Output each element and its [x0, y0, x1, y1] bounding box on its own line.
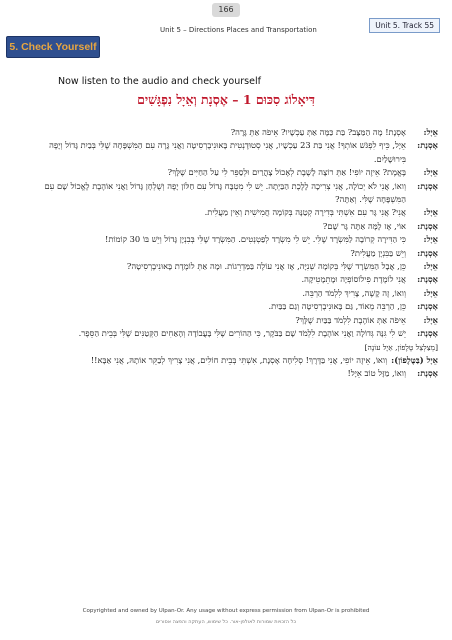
speaker-label: אֵיָל:	[423, 287, 438, 298]
stage-direction-text: [מְצַלְצֵל טֶלֶפוֹן, אֵיָל עוֹנֶה]	[364, 342, 438, 352]
speaker-label: אָסְנָת:	[417, 368, 438, 379]
line-text: אָסְנָת! מָה הַמַּצָּב? בַּת כַּמָּה אַתְּ עַכְשָׁיו? אֵיפֹה אַתְּ גָּרָה?	[230, 127, 406, 137]
line-text: כֵּן, הַרְבֵּה מְאוֹד, גַּם בָּאוּנִיבֶרְסִיטָה וְגַם בַּבַּיִת.	[268, 301, 406, 312]
line-text: אֵיפֹה אַתְּ אוֹהֶבֶת לִלְמֹד בַּבַּיִת שֶׁלָּךְ?	[295, 314, 406, 325]
dialogue-line	[30, 314, 438, 327]
line-text: יֵשׁ לִי גִּנָּה גְּדוֹלָה וַאֲנִי אוֹהֶבֶת לִלְמֹד שָׁם בַּבֹּקֶר, כִּי הַהוֹרִים שֶׁלִּי בָּעֲבוֹדָה וְהָאַחִים הַקְּטַנִּים שֶׁלִּי בְּבֵית הַסֵּפֶר.	[78, 328, 406, 339]
speaker-label: אָסְנָת:	[417, 274, 438, 285]
dialogue-line	[30, 233, 438, 246]
dialogue-line	[30, 273, 438, 286]
speaker-label: אֵיָל:	[423, 167, 438, 178]
speaker-label: אָסְנָת:	[417, 247, 438, 258]
dialogue-body	[30, 126, 438, 381]
speaker-label: אָסְנָת:	[417, 328, 438, 339]
stage-direction	[30, 341, 438, 354]
section-badge: 5. Check Yourself	[6, 36, 100, 58]
line-text: כֵּן, אֲבָל הַמִּשְׂרָד שֶׁלִּי בְּקוֹמָה שְׁנִיָּה, אָז אֲנִי עוֹלֶה בַּמַּדְרֵגוֹת. וּמָה אַתְּ לוֹמֶדֶת בָּאוּנִיבֶרְסִיטָה?	[126, 261, 406, 272]
line-text: וְואוֹ, אֵיזֶה יוֹפִי, אֲנִי בַּדֶּרֶךְ! סְלִיחָה אָסְנָת, אִשְׁתִּי בְּבֵית חוֹלִים, אֲנִי צָרִיךְ לְבַקֵּר אוֹתָהּ, אֲנִי אַבָּא!!	[90, 354, 388, 365]
line-text: אוֹי, אָז לָמָּה אַתָּה גָּר שָׁם?	[322, 220, 406, 231]
speaker-label: אֵיָל (בַּטֶּלֶפוֹן):	[391, 354, 438, 365]
line-text: אֵיָל, כֵּיף לִפְגֹּשׁ אוֹתְךָ! אֲנִי בַּת 23 עַכְשָׁיו, אֲנִי סְטוּדֶנְטִית בָּאוּנִיבֶרְסִיטָה וַאֲנִי גָּרָה עִם הַמִּשְׁפָּחָה שֶׁלִּי בְּבַיִת גָּדוֹל וְיָפֶה בִּירוּשָׁלַיִם.	[49, 140, 406, 164]
line-text: בֶּאֱמֶת? אֵיזֶה יוֹפִי! אַתְּ רוֹצָה לָשֶׁבֶת לְאֶכוֹל צָהֳרַיִם וּלְסַפֵּר לִי עַל הַחַיִּים שֶׁלָּךְ?	[167, 167, 406, 178]
dialogue-line	[30, 287, 438, 300]
copyright-text: Copyrighted and owned by Ulpan-Or. Any usage without express permission from Ulpan-Or is prohibited	[82, 608, 370, 614]
line-text: וְואוֹ, זֶה קָשֶׁה, צָרִיךְ לִלְמֹד הַרְבֵּה.	[302, 287, 406, 298]
page-number: 166	[212, 3, 240, 17]
line-text: אֲנִי? אֲנִי גָּר עִם אִשְׁתִּי בְּדִירָה קְטַנָּה בְּקוֹמָה חֲמִישִׁית וְאֵין מַעֲלִית.	[204, 207, 406, 218]
dialogue-line	[30, 327, 438, 340]
dialogue-title: דִּיאָלוֹג סִכּוּם 1 – אֶסְנָת וְאֵיָל נִפְגָּשִׁים	[137, 92, 315, 107]
speaker-label: אֵיָל:	[423, 127, 438, 137]
speaker-label: אָסְנָת:	[417, 220, 438, 231]
dialogue-line	[30, 206, 438, 219]
dialogue-line	[30, 166, 438, 179]
line-text: אֲנִי לוֹמֶדֶת פִילוֹסוֹפְיָה וּמָתֵמָטִיקָה.	[301, 274, 406, 285]
dialogue-line	[30, 139, 438, 166]
dialogue-line	[30, 220, 438, 233]
line-text: וְיֵשׁ בַּבִּנְיָן מַעֲלִית?	[350, 247, 406, 258]
dialogue-line	[30, 247, 438, 260]
speaker-label: אֵיָל:	[423, 314, 438, 325]
dialogue-line	[30, 367, 438, 380]
unit-subtitle: Unit 5 – Directions Places and Transportation	[160, 26, 317, 34]
speaker-label: אֵיָל:	[423, 261, 438, 272]
instruction-text: Now listen to the audio and check yourself	[58, 76, 261, 87]
line-text: וְואוֹ, מַזָּל טוֹב אֵיָל!	[347, 368, 406, 379]
dialogue-line	[30, 260, 438, 273]
speaker-label: אָסְנָת:	[417, 180, 438, 191]
dialogue-line	[30, 126, 438, 139]
dialogue-line	[30, 300, 438, 313]
copyright-hebrew: כל הזכויות שמורות לאולפן-אור. כל שימוש, העתקה והפצה אסורים	[155, 619, 297, 625]
speaker-label: אָסְנָת:	[417, 301, 438, 312]
speaker-label: אֵיָל:	[423, 207, 438, 218]
speaker-label: אֵיָל:	[423, 234, 438, 245]
track-label: Unit 5. Track 55	[369, 18, 440, 33]
line-text: כִּי הַדִּירָה קְרוֹבָה לַמִּשְׂרָד שֶׁלִּי. יֵשׁ לִי מִשְׂרָד לְפַטְנְטִים. הַמִּשְׂרָד שֶׁלִּי בְּבִנְיָן גָּדוֹל וְיֵשׁ בּוֹ 30 קוֹמוֹת!	[105, 234, 406, 245]
speaker-label: אָסְנָת:	[417, 140, 438, 151]
line-text: וְואוֹ, אֲנִי לֹא יְכוֹלָה, אֲנִי צְרִיכָה לָלֶכֶת הַבַּיְתָה. יֵשׁ לִי מִטְבָּח גָּדוֹל עִם חַלּוֹן יָפֶה וְשֻׁלְחָן גָּדוֹל וַאֲנִי אוֹהֶבֶת לֶאֱכוֹל שָׁם עִם הַמִּשְׁפָּחָה שֶׁלִּי. וְאַתָּה?	[44, 180, 406, 205]
dialogue-line	[30, 180, 438, 207]
dialogue-line	[30, 354, 438, 367]
